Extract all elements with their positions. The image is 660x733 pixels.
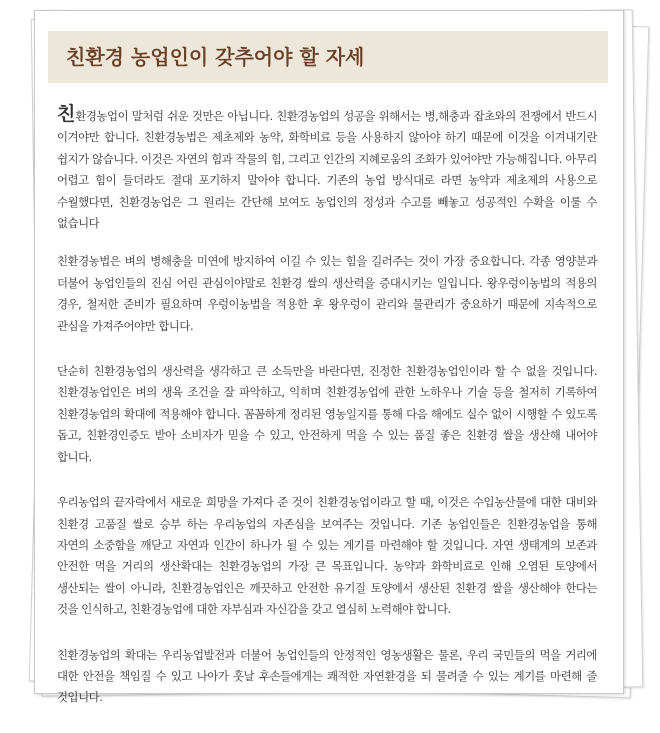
paragraph-1 [57, 105, 597, 234]
paragraph-2: 친환경농법은 벼의 병해충을 미연에 방지하여 이길 수 있는 힘을 길러주는 것이 가장 중요합니다. 각종 영양분과 더불어 농업인들의 진심 어린 관심이야말로 친환경 쌀의 생산력을 증대시키는 일입니다. 왕우렁이농법의 적용의 경우, 철저한 준비가 필요하며 우렁이농법을 적용한 후 왕우렁이 관리와 물관리가 중요하기 때문에 지속적으로 관심을 가져주어야만 합니다. [57, 254, 597, 333]
article-body [57, 105, 597, 733]
paragraph-3: 단순히 친환경농업의 생산력을 생각하고 큰 소득만을 바란다면, 진정한 친환경농업인이라 할 수 없을 것입니다. 친환경농업인은 벼의 생육 조건을 잘 파악하고, 익히며 친환경농업에 관한 노하우나 기술 등을 철저히 기록하여 친환경농업의 확대에 적용해야 합니다. 꼼꼼하게 정리된 영농일지를 통해 다음 해에도 실수 없이 시행할 수 있도록 돕고, 친환경인증도 받아 소비자가 믿을 수 있고, 안전하게 먹을 수 있는 품질 좋은 친환경 쌀을 생산해 내어야 합니다. [57, 364, 597, 464]
paragraph-5: 친환경농업의 확대는 우리농업발전과 더불어 농업인들의 안정적인 영농생활은 물론, 우리 국민들의 먹을 거리에 대한 안전을 책임질 수 있고 나아가 훗날 후손들에게는 쾌적한 자연환경을 되 물려줄 수 있는 계기를 마련해 줄 것입니다. [57, 647, 597, 705]
paragraph-1-text: 환경농업이 말처럼 쉬운 것만은 아닙니다. 친환경농업의 성공을 위해서는 병,해충과 잡초와의 전쟁에서 반드시 이겨야만 합니다. 친환경농법은 제초제와 농약, 화학비료 등을 사용하지 않아야 하기 때문에 이것을 이겨내기란 쉽지가 않습니다. 이것은 자연의 힘과 작물의 힘, 그리고 인간의 지혜로움의 조화가 있어야만 가능해집니다. 아무리 어렵고 힘이 들더라도 절대 포기하지 말아야 합니다. 기존의 농업 방식대로 라면 농약과 제초제의 사용으로 수월했다면, 친환경농업은 그 원리는 간단해 보여도 농업인의 정성과 수고를 빼놓고 성공적인 수확을 이룰 수 없습니다 [57, 109, 597, 231]
drop-cap: 친 [57, 103, 76, 125]
article-card [34, 10, 624, 705]
title-banner [48, 31, 608, 83]
paragraph-4: 우리농업의 끝자락에서 새로운 희망을 가져다 준 것이 친환경농업이라고 할 때, 이것은 수입농산물에 대한 대비와 친환경 고품질 쌀로 승부 하는 우리농업의 자존심을 보여주는 것입니다. 기존 농업인들은 친환경농업을 통해 자연의 소중함을 깨닫고 자연과 인간이 하나가 될 수 있는 계기를 마련해야 할 것입니다. 자연 생태계의 보존과 안전한 먹을 거리의 생산확대는 친환경농업의 가장 큰 목표입니다. 농약과 화학비료로 인해 오염된 토양에서 생산되는 쌀이 아니라, 친환경농업인은 깨끗하고 안전한 유기질 토양에서 생산된 친환경 쌀을 생산해야 한다는 것을 인식하고, 친환경농업에 대한 자부심과 자신감을 갖고 열심히 노력해야 합니다. [57, 495, 597, 617]
article-title: 친환경 농업인이 갖추어야 할 자세 [66, 45, 365, 69]
